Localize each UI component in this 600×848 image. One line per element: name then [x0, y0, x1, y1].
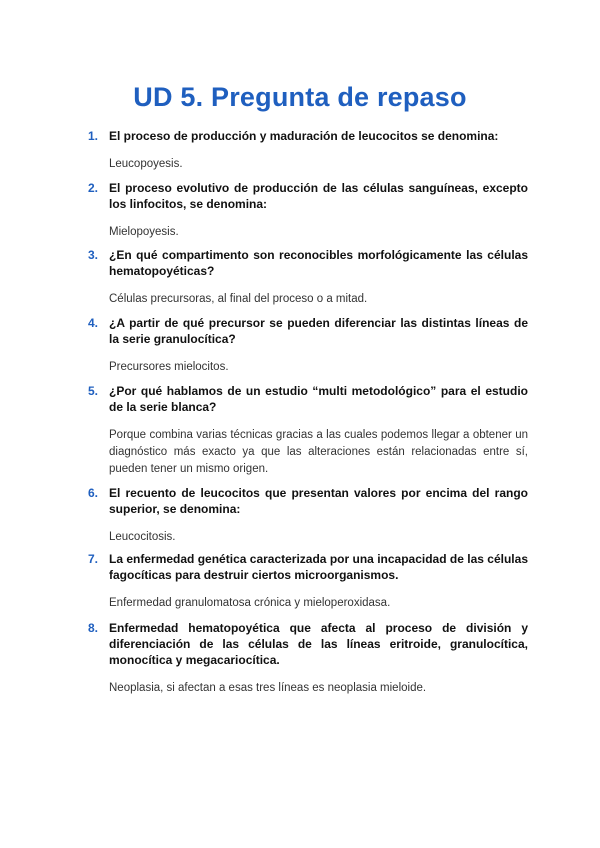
- question-number: 6.: [88, 486, 99, 500]
- question-item: [88, 128, 528, 173]
- question-number: 4.: [88, 316, 99, 330]
- question-text: La enfermedad genética caracterizada por una incapacidad de las células fagocíticas para destruir ciertos microorganismos.: [109, 552, 528, 582]
- question-number: 3.: [88, 248, 99, 262]
- question-text: ¿Por qué hablamos de un estudio “multi metodológico” para el estudio de la serie blanca?: [109, 384, 528, 414]
- question-text: ¿A partir de qué precursor se pueden diferenciar las distintas líneas de la serie granulocítica?: [109, 316, 528, 346]
- page-title: UD 5. Pregunta de repaso: [133, 82, 467, 112]
- answer-text: Porque combina varias técnicas gracias a las cuales podemos llegar a obtener un diagnóstico más exacto ya que las alteraciones están relacionadas entre sí, pueden tener un mismo origen.: [109, 429, 528, 475]
- answer-text: Células precursoras, al final del proceso o a mitad.: [109, 293, 368, 305]
- question-number: 7.: [88, 552, 99, 566]
- question-number: 1.: [88, 129, 99, 143]
- question-item: [88, 247, 528, 308]
- question-item: [88, 551, 528, 612]
- question-number: 2.: [88, 181, 99, 195]
- question-number: 8.: [88, 621, 99, 635]
- question-item: [88, 180, 528, 241]
- answer-text: Precursores mielocitos.: [109, 361, 229, 373]
- answer-text: Leucopoyesis.: [109, 158, 183, 170]
- answer-text: Neoplasia, si afectan a esas tres líneas es neoplasia mieloide.: [109, 682, 427, 694]
- answer-text: Mielopoyesis.: [109, 226, 179, 238]
- question-item: [88, 315, 528, 376]
- question-item: [88, 620, 528, 697]
- question-text: ¿En qué compartimento son reconocibles morfológicamente las células hematopoyéticas?: [109, 248, 528, 278]
- answer-text: Enfermedad granulomatosa crónica y mieloperoxidasa.: [109, 597, 391, 609]
- question-number: 5.: [88, 384, 99, 398]
- answer-text: Leucocitosis.: [109, 531, 176, 543]
- question-text: El proceso de producción y maduración de leucocitos se denomina:: [109, 129, 499, 143]
- question-text: El recuento de leucocitos que presentan valores por encima del rango superior, se denomina:: [109, 486, 528, 516]
- question-item: [88, 383, 528, 478]
- question-text: El proceso evolutivo de producción de las células sanguíneas, excepto los linfocitos, se denomina:: [109, 181, 528, 211]
- question-item: [88, 485, 528, 546]
- question-text: Enfermedad hematopoyética que afecta al proceso de división y diferenciación de las células de las líneas eritroide, granulocítica, monocítica y megacariocítica.: [109, 621, 528, 667]
